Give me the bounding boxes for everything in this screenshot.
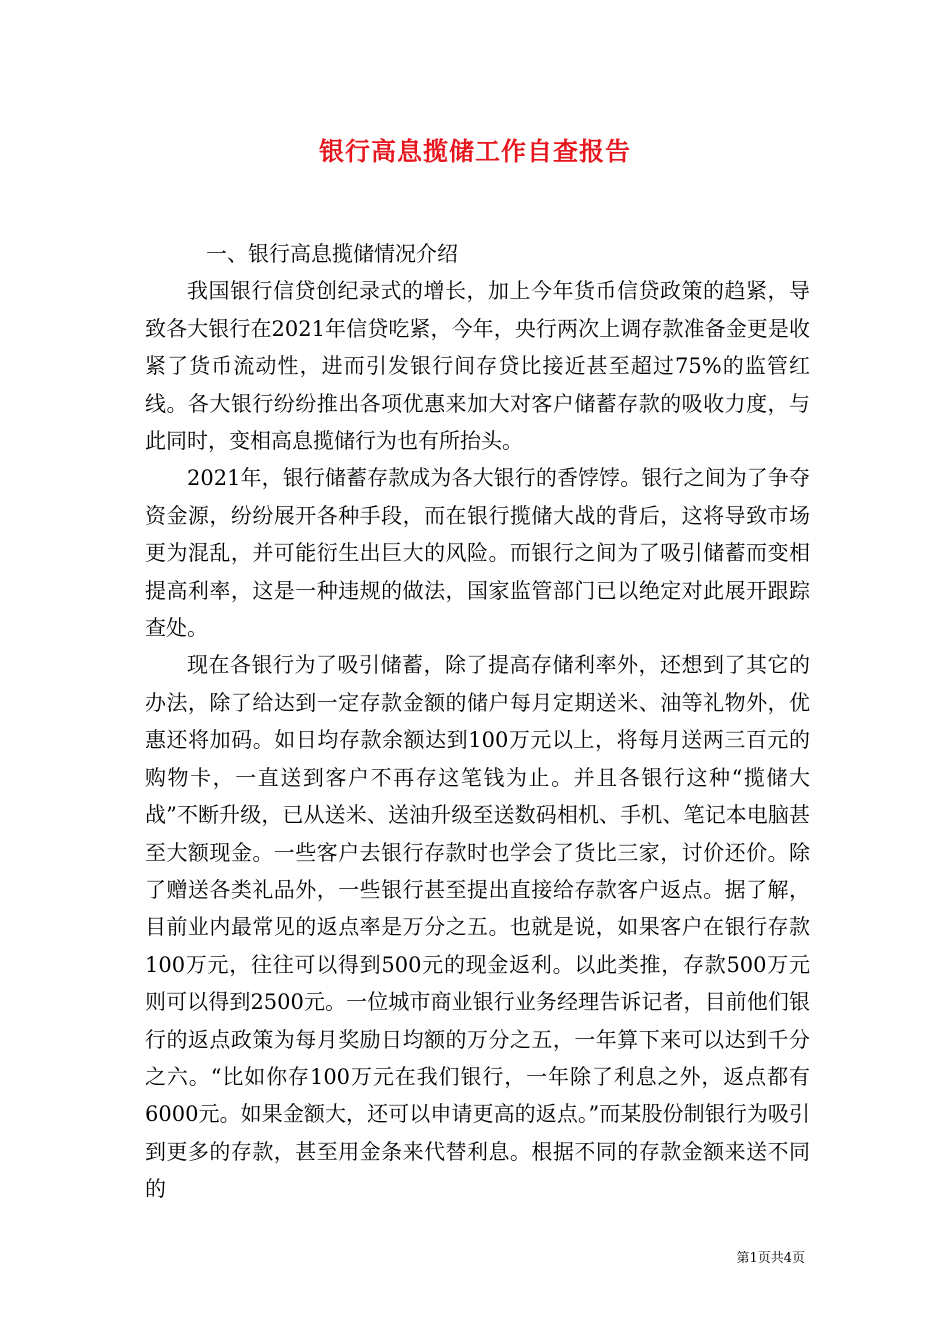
page-number-footer: 第1页共4页 [736,1251,805,1266]
section-heading: 一、银行高息揽储情况介绍 [206,242,458,266]
paragraph: 2021年，银行储蓄存款成为各大银行的香饽饽。银行之间为了争夺资金源，纷纷展开各种手段，而在银行揽储大战的背后，这将导致市场更为混乱，并可能衍生出巨大的风险。而银行之间为了吸引储蓄而变相提高利率，这是一种违规的做法，国家监管部门已以绝定对此展开跟踪查处。 [145,466,810,641]
paragraph: 我国银行信贷创纪录式的增长，加上今年货币信贷政策的趋紧，导致各大银行在2021年信贷吃紧，今年，央行两次上调存款准备金更是收紧了货币流动性，进而引发银行间存贷比接近甚至超过75%的监管红线。各大银行纷纷推出各项优惠来加大对客户储蓄存款的吸收力度，与此同时，变相高息揽储行为也有所抬头。 [145,279,810,454]
document-body [145,236,810,1209]
document-title: 银行高息揽储工作自查报告 [318,137,631,166]
paragraph: 现在各银行为了吸引储蓄，除了提高存储利率外，还想到了其它的办法，除了给达到一定存款金额的储户每月定期送米、油等礼物外，优惠还将加码。如日均存款余额达到100万元以上，将每月送两三百元的购物卡，一直送到客户不再存这笔钱为止。并且各银行这种“揽储大战”不断升级，已从送米、送油升级至送数码相机、手机、笔记本电脑甚至大额现金。一些客户去银行存款时也学会了货比三家，讨价还价。除了赠送各类礼品外，一些银行甚至提出直接给存款客户返点。据了解，目前业内最常见的返点率是万分之五。也就是说，如果客户在银行存款100万元，往往可以得到500元的现金返利。以此类推，存款500万元则可以得到2500元。一位城市商业银行业务经理告诉记者，目前他们银行的返点政策为每月奖励日均额的万分之五，一年算下来可以达到千分之六。“比如你存100万元在我们银行，一年除了利息之外，返点都有6000元。如果金额大，还可以申请更高的返点。”而某股份制银行为吸引到更多的存款，甚至用金条来代替利息。根据不同的存款金额来送不同的 [145,653,810,1202]
